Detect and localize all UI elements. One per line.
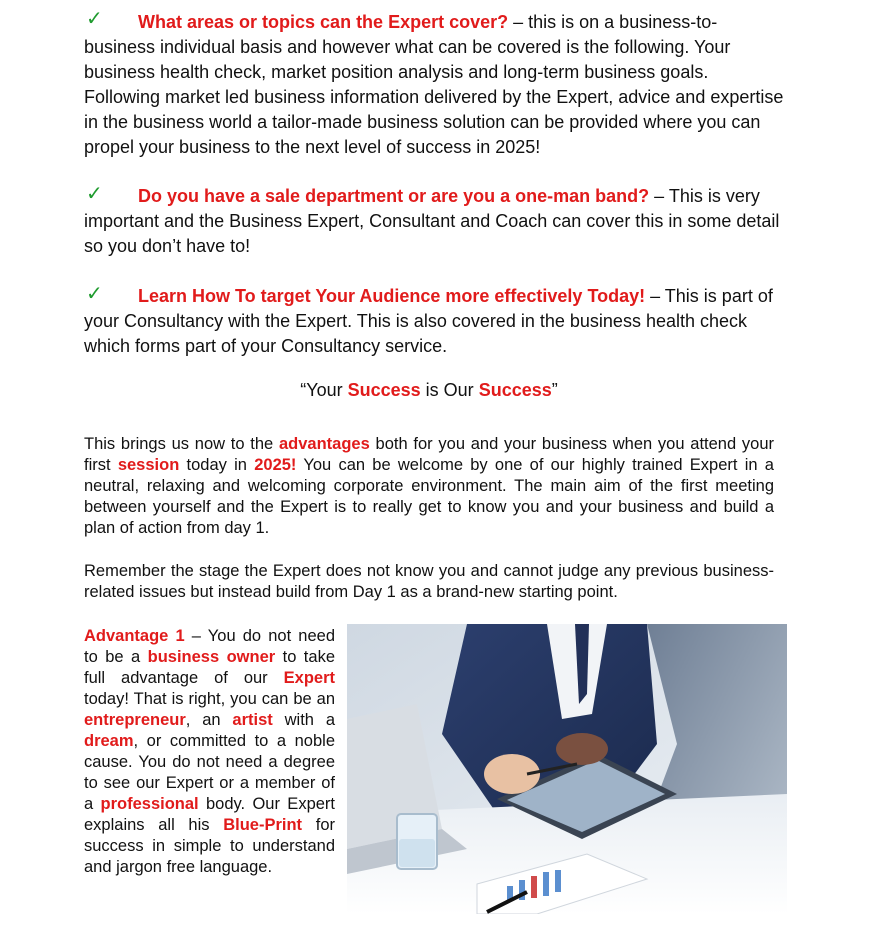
text: You can be welcome by one of our highly trained Expert in a neutral, relaxing and welcoming corporate environment. The main aim of the first meeting between yourself and the Expert is to really get to know you and your business and build a plan of action from day 1. xyxy=(84,456,774,537)
quote-highlight: Success xyxy=(478,380,552,400)
text: body. Our Expert explains all his xyxy=(84,795,335,834)
text: both for you and your business when you attend your first xyxy=(84,435,774,474)
highlight: 2025! xyxy=(254,456,297,474)
text: , or committed to a noble cause. You do not need a degree to see our Expert or a member of a xyxy=(84,732,335,813)
bullet-target-audience xyxy=(84,284,784,359)
bullet-title: Do you have a sale department or are you a one-man band? xyxy=(138,186,650,206)
advantages-paragraph xyxy=(84,434,774,539)
text: today! That is right, you can be an xyxy=(84,690,335,708)
advantage-1-paragraph xyxy=(84,626,335,878)
text: – You do not need to be a xyxy=(84,627,335,666)
checkmark-icon: ✓ xyxy=(86,283,103,305)
highlight: Expert xyxy=(283,669,335,687)
text: with a xyxy=(272,711,335,729)
quote-highlight: Success xyxy=(347,380,421,400)
text: for success in simple to understand and jargon free language. xyxy=(84,816,336,876)
bullet-title: What areas or topics can the Expert cover? xyxy=(138,12,509,32)
quote-text: is Our xyxy=(420,380,479,400)
highlight: entrepreneur xyxy=(84,711,186,729)
remember-paragraph: Remember the stage the Expert does not know you and cannot judge any previous business-related issues but instead build from Day 1 as a brand-new starting point. xyxy=(84,562,774,601)
highlight: advantages xyxy=(278,435,370,453)
text: to take full advantage of our xyxy=(84,648,335,687)
highlight: professional xyxy=(100,795,199,813)
checkmark-icon: ✓ xyxy=(86,183,103,205)
highlight: Advantage 1 xyxy=(84,627,185,645)
highlight: Blue-Print xyxy=(223,816,303,834)
highlight: artist xyxy=(232,711,273,729)
highlight: session xyxy=(117,456,180,474)
bullet-title: Learn How To target Your Audience more effectively Today! xyxy=(138,286,646,306)
bullet-text: – This is very important and the Business Expert, Consultant and Coach can cover this in some detail so you don’t have to! xyxy=(84,186,780,256)
highlight: dream xyxy=(84,732,134,750)
checkmark-icon: ✓ xyxy=(86,8,103,30)
text: , an xyxy=(185,711,233,729)
text: This brings us now to the xyxy=(84,435,279,453)
text: today in xyxy=(179,456,255,474)
quote-text: ” xyxy=(551,380,558,400)
bullet-text: – This is part of your Consultancy with the Expert. This is also covered in the business health check which forms part of your Consultancy service. xyxy=(84,286,773,356)
bullet-topics xyxy=(84,10,784,160)
highlight: business owner xyxy=(147,648,276,666)
quote-text: “Your xyxy=(300,380,348,400)
business-meeting-photo xyxy=(347,624,787,914)
bullet-sales-department xyxy=(84,184,784,259)
success-quote xyxy=(0,380,858,401)
bullet-text: – this is on a business-to-business individual basis and however what can be covered is the following. Your business health check, market position analysis and long-term business goals. Following market led business information delivered by the Expert, advice and expertise in the business world a tailor-made business solution can be provided where you can propel your business to the next level of success in 2025! xyxy=(84,12,784,157)
